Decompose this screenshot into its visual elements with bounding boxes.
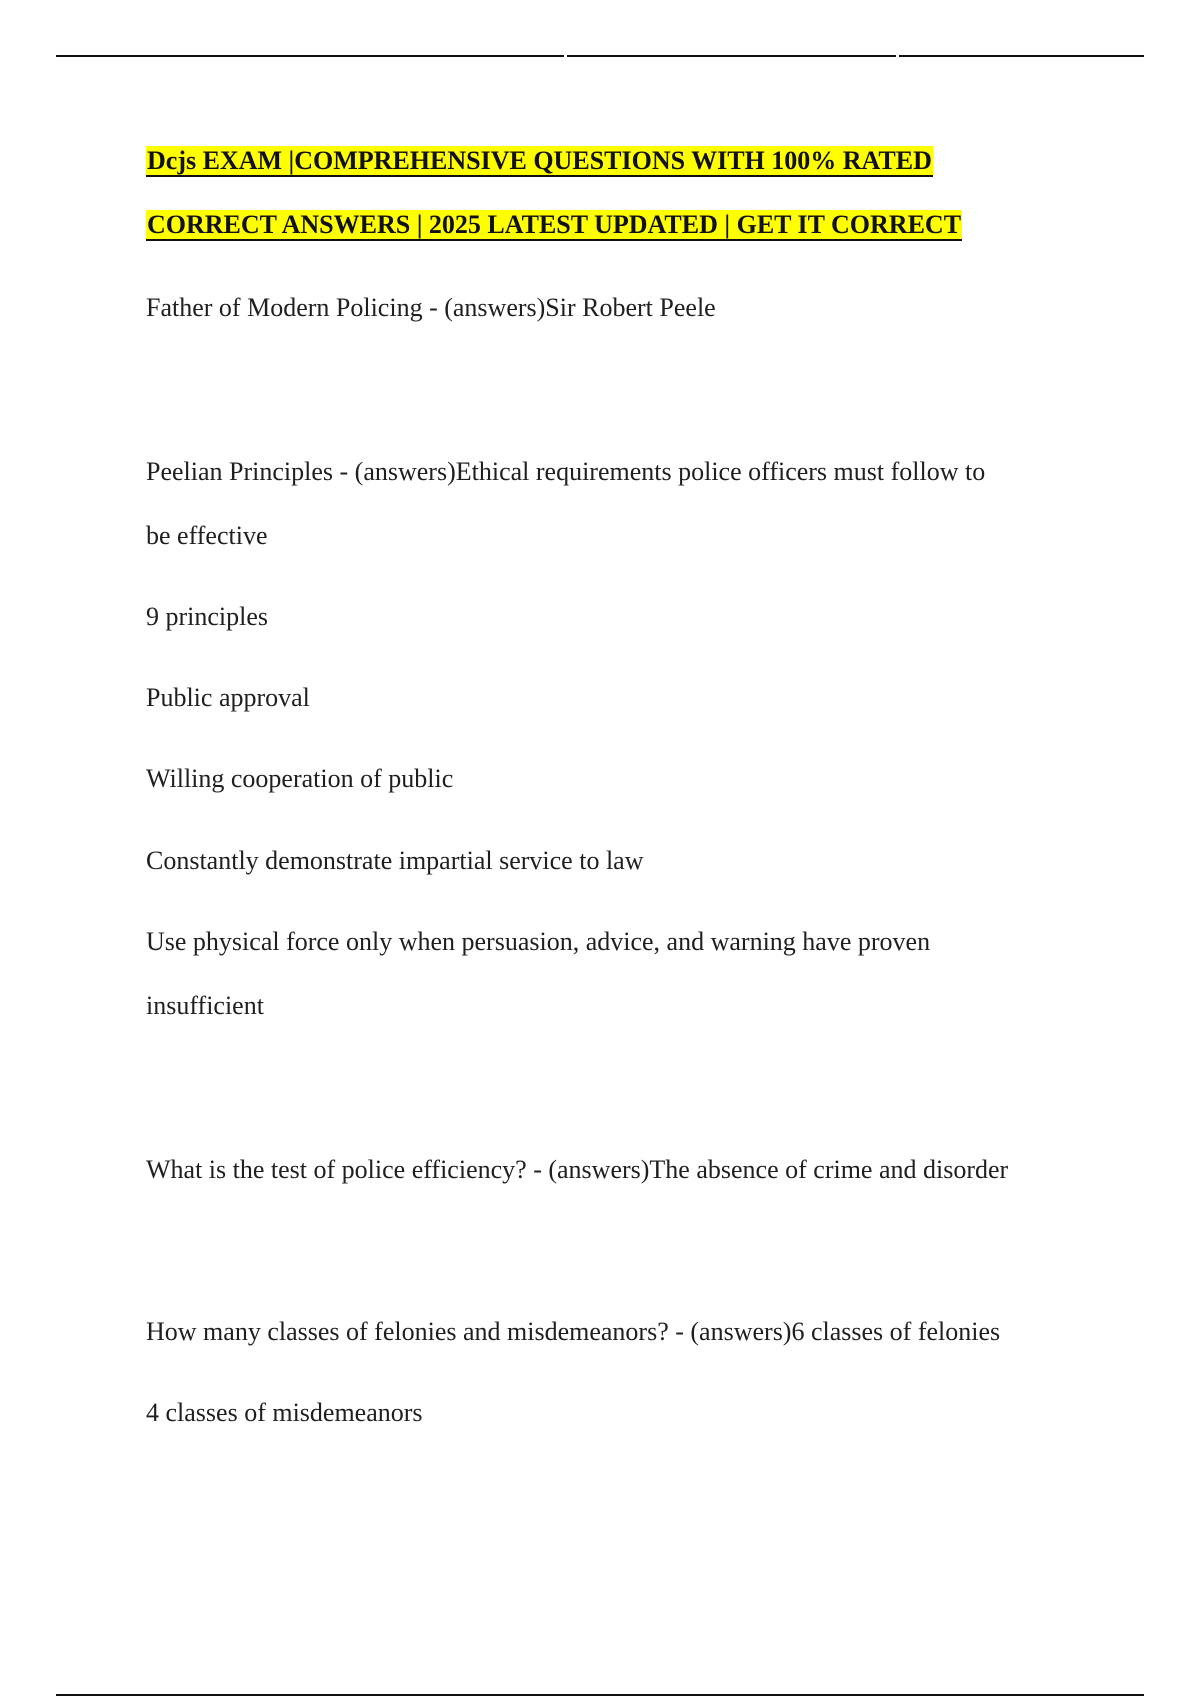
header-rule [56,55,1144,57]
qa-line: How many classes of felonies and misdemeanors? - (answers)6 classes of felonies [146,1317,1001,1346]
header-rule-gap [564,53,567,59]
qa-line: insufficient [146,991,264,1020]
document-title-line-1 [146,146,933,176]
title-highlight: CORRECT ANSWERS | 2025 LATEST UPDATED | GET IT CORRECT [147,210,962,239]
qa-line: Use physical force only when persuasion, advice, and warning have proven [146,927,931,956]
qa-line: Public approval [146,683,310,712]
qa-line: Father of Modern Policing - (answers)Sir Robert Peele [146,293,716,322]
footer-rule [56,1694,1144,1696]
document-title-line-2 [146,210,962,240]
title-highlight: Dcjs EXAM |COMPREHENSIVE QUESTIONS WITH 100% RATED [147,146,932,175]
qa-line: Peelian Principles - (answers)Ethical requirements police officers must follow to [146,457,986,486]
qa-line: What is the test of police efficiency? - (answers)The absence of crime and disorder [146,1155,1009,1184]
qa-line: Willing cooperation of public [146,764,454,793]
qa-line: be effective [146,521,268,550]
header-rule-gap [896,53,899,59]
qa-line: 4 classes of misdemeanors [146,1398,423,1427]
qa-line: Constantly demonstrate impartial service to law [146,846,644,875]
qa-line: 9 principles [146,602,269,631]
